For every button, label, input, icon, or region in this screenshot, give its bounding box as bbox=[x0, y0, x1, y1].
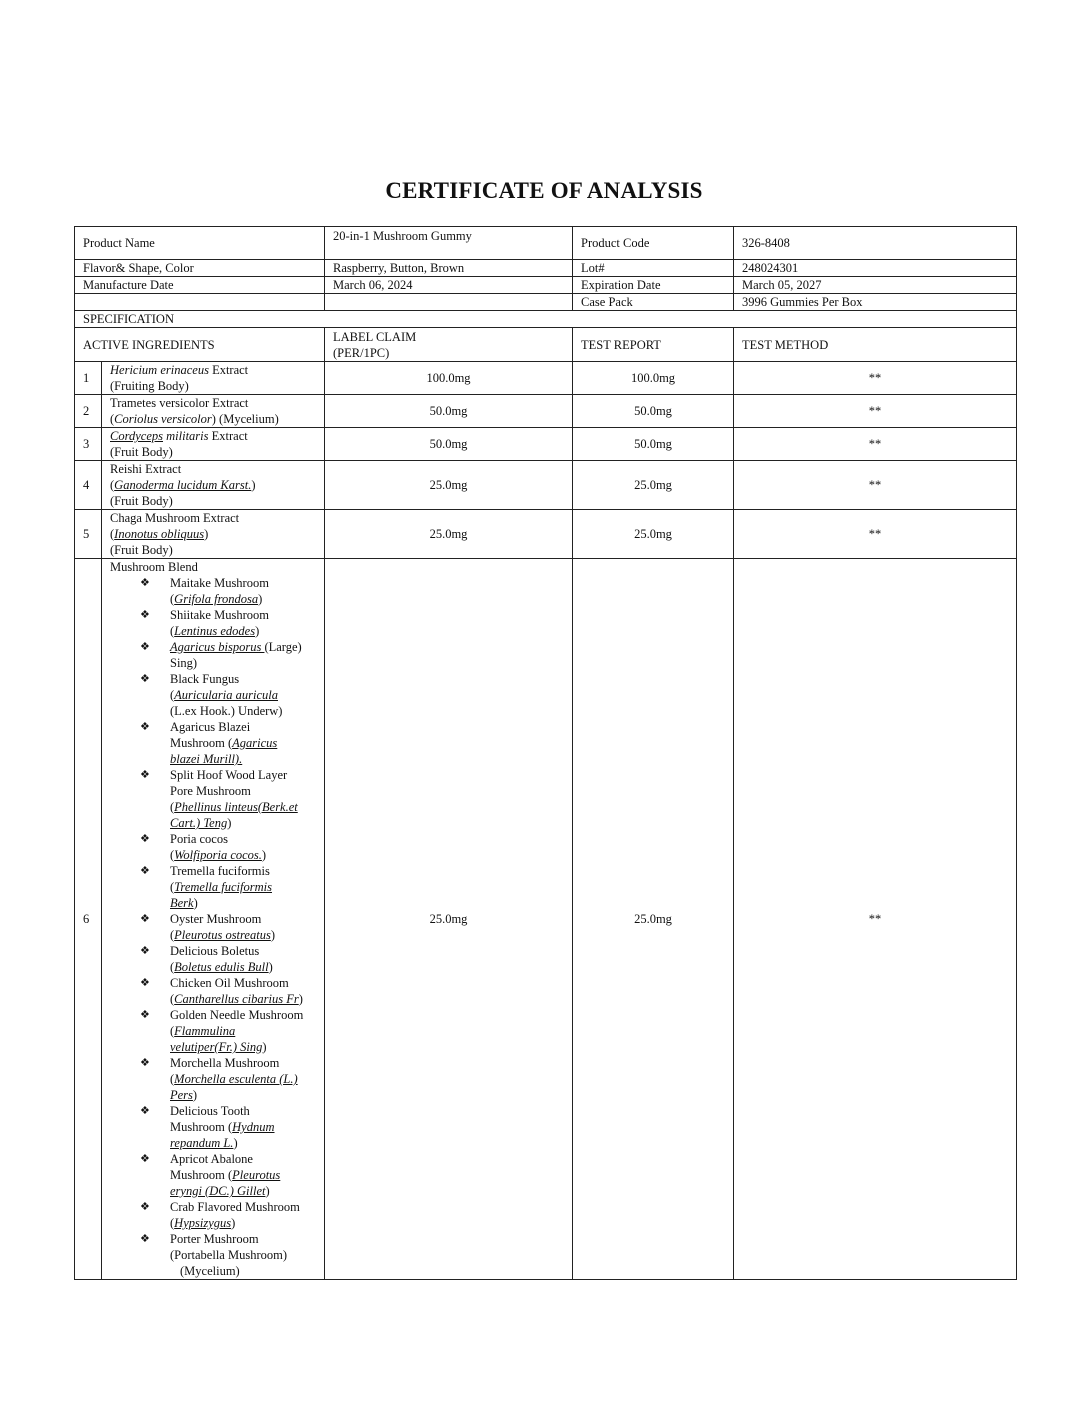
ingredient-row-blend bbox=[75, 559, 1017, 1280]
scientific-name: Morchella esculenta (L.) bbox=[174, 1072, 298, 1086]
scientific-name: militaris bbox=[163, 429, 209, 443]
test-report-value: 50.0mg bbox=[573, 395, 734, 428]
bullet-icon: ❖ bbox=[140, 913, 150, 925]
ingredient-row bbox=[75, 395, 1017, 428]
ingredient-row bbox=[75, 461, 1017, 510]
scientific-name: Inonotus obliquus bbox=[114, 527, 205, 541]
ingredient-row bbox=[75, 510, 1017, 559]
ingredient-text: Extract bbox=[208, 363, 249, 377]
ingredient-name bbox=[102, 362, 325, 395]
empty-cell bbox=[75, 294, 325, 311]
common-name: (Portabella Mushroom) bbox=[170, 1248, 287, 1262]
product-code-label: Product Code bbox=[573, 227, 734, 260]
paren: ( bbox=[170, 1072, 175, 1086]
blend-item bbox=[140, 1007, 316, 1055]
label-claim-value: 25.0mg bbox=[325, 461, 573, 510]
bullet-icon: ❖ bbox=[140, 641, 150, 653]
blend-item bbox=[140, 1055, 316, 1103]
paren: ( bbox=[170, 880, 175, 894]
blend-item bbox=[140, 831, 316, 863]
paren: ) bbox=[298, 992, 303, 1006]
blend-item bbox=[140, 1103, 316, 1151]
scientific-name: Berk bbox=[170, 896, 194, 910]
blend-item bbox=[140, 911, 316, 943]
common-name: Chicken Oil Mushroom bbox=[170, 976, 289, 990]
ingredient-name bbox=[102, 395, 325, 428]
label-claim-value: 50.0mg bbox=[325, 428, 573, 461]
scientific-name: Pleurotus bbox=[232, 1168, 281, 1182]
common-name: (L.ex Hook.) Underw) bbox=[170, 704, 283, 718]
row-number: 2 bbox=[75, 395, 102, 428]
common-name: (Large) bbox=[264, 640, 302, 654]
ingredient-text: Trametes versicolor Extract bbox=[110, 396, 249, 410]
scientific-name: Agaricus bbox=[232, 736, 278, 750]
paren: ( bbox=[110, 478, 115, 492]
paren: ) bbox=[270, 928, 275, 942]
header-active-ingredients: ACTIVE INGREDIENTS bbox=[75, 328, 325, 362]
lot-value: 248024301 bbox=[734, 260, 1017, 277]
blend-item bbox=[140, 575, 316, 607]
paren: ) bbox=[251, 478, 256, 492]
ingredient-row bbox=[75, 362, 1017, 395]
document-title: CERTIFICATE OF ANALYSIS bbox=[385, 178, 703, 203]
common-name: Tremella fuciformis bbox=[170, 864, 270, 878]
header-test-report: TEST REPORT bbox=[573, 328, 734, 362]
ingredient-name bbox=[102, 428, 325, 461]
scientific-name: Cart.) Teng bbox=[170, 816, 228, 830]
label-claim-value: 100.0mg bbox=[325, 362, 573, 395]
scientific-name: Auricularia auricula bbox=[174, 688, 278, 702]
test-method-value: ** bbox=[734, 510, 1017, 559]
blend-item bbox=[140, 1151, 316, 1199]
scientific-name: Hypsizygus bbox=[174, 1216, 232, 1230]
common-name: Mushroom ( bbox=[170, 1120, 233, 1134]
test-report-value: 100.0mg bbox=[573, 362, 734, 395]
info-row-dates bbox=[75, 277, 1017, 294]
common-name: Oyster Mushroom bbox=[170, 912, 262, 926]
ingredient-part: (Mycelium) bbox=[180, 1264, 240, 1278]
coa-table bbox=[74, 226, 1017, 1280]
row-number: 6 bbox=[75, 559, 102, 1280]
common-name: Mushroom ( bbox=[170, 1168, 233, 1182]
info-row-product bbox=[75, 227, 1017, 260]
ingredient-part: (Fruiting Body) bbox=[110, 379, 189, 393]
info-row-flavor bbox=[75, 260, 1017, 277]
common-name: Black Fungus bbox=[170, 672, 240, 686]
scientific-name: Wolfiporia cocos. bbox=[174, 848, 262, 862]
common-name: Delicious Boletus bbox=[170, 944, 260, 958]
info-row-case bbox=[75, 294, 1017, 311]
blend-item bbox=[140, 863, 316, 911]
ingredient-text: Reishi Extract bbox=[110, 462, 182, 476]
paren: ( bbox=[110, 527, 115, 541]
scientific-name: eryngi (DC.) Gillet bbox=[170, 1184, 266, 1198]
blend-item bbox=[140, 671, 316, 719]
blend-item bbox=[140, 767, 316, 831]
ingredient-text: Chaga Mushroom Extract bbox=[110, 511, 240, 525]
bullet-icon: ❖ bbox=[140, 1201, 150, 1213]
test-report-value: 25.0mg bbox=[573, 510, 734, 559]
ingredient-part: (Fruit Body) bbox=[110, 543, 173, 557]
common-name: Crab Flavored Mushroom bbox=[170, 1200, 300, 1214]
paren: ( bbox=[170, 688, 175, 702]
specification-row bbox=[75, 311, 1017, 328]
scientific-name: repandum L. bbox=[170, 1136, 234, 1150]
expiration-label: Expiration Date bbox=[573, 277, 734, 294]
test-report-value: 25.0mg bbox=[573, 559, 734, 1280]
bullet-icon: ❖ bbox=[140, 673, 150, 685]
common-name: Agaricus Blazei bbox=[170, 720, 251, 734]
common-name: Morchella Mushroom bbox=[170, 1056, 280, 1070]
bullet-icon: ❖ bbox=[140, 1153, 150, 1165]
row-number: 4 bbox=[75, 461, 102, 510]
common-name: Maitake Mushroom bbox=[170, 576, 269, 590]
blend-item bbox=[140, 607, 316, 639]
scientific-name: Grifola frondosa bbox=[174, 592, 259, 606]
blend-item bbox=[140, 1199, 316, 1231]
scientific-name: Phellinus linteus(Berk.et bbox=[174, 800, 298, 814]
bullet-icon: ❖ bbox=[140, 977, 150, 989]
bullet-icon: ❖ bbox=[140, 721, 150, 733]
scientific-name: Lentinus edodes bbox=[174, 624, 256, 638]
common-name: Porter Mushroom bbox=[170, 1232, 259, 1246]
paren: ) bbox=[204, 527, 209, 541]
test-method-value: ** bbox=[734, 362, 1017, 395]
product-code-value: 326-8408 bbox=[734, 227, 1017, 260]
row-number: 1 bbox=[75, 362, 102, 395]
lot-label: Lot# bbox=[573, 260, 734, 277]
paren: ) bbox=[255, 624, 260, 638]
paren: ( bbox=[170, 592, 175, 606]
blend-cell bbox=[102, 559, 325, 1280]
flavor-value: Raspberry, Button, Brown bbox=[325, 260, 573, 277]
case-pack-value: 3996 Gummies Per Box bbox=[734, 294, 1017, 311]
bullet-icon: ❖ bbox=[140, 577, 150, 589]
paren: ) bbox=[233, 1136, 238, 1150]
test-method-value: ** bbox=[734, 395, 1017, 428]
blend-list bbox=[110, 575, 316, 1279]
paren: ( bbox=[170, 800, 175, 814]
empty-cell bbox=[325, 294, 573, 311]
common-name: Delicious Tooth bbox=[170, 1104, 250, 1118]
paren: ( bbox=[170, 928, 175, 942]
header-row bbox=[75, 328, 1017, 362]
scientific-name: Cordyceps bbox=[110, 429, 163, 443]
header-claim-line1: LABEL CLAIM bbox=[333, 329, 417, 344]
blend-item bbox=[140, 943, 316, 975]
test-report-value: 50.0mg bbox=[573, 428, 734, 461]
bullet-icon: ❖ bbox=[140, 769, 150, 781]
ingredient-row bbox=[75, 428, 1017, 461]
bullet-icon: ❖ bbox=[140, 609, 150, 621]
scientific-name: Boletus edulis Bull bbox=[174, 960, 269, 974]
paren: ) bbox=[227, 816, 232, 830]
ingredient-name bbox=[102, 461, 325, 510]
paren: ( bbox=[170, 992, 175, 1006]
paren: ( bbox=[170, 960, 175, 974]
common-name: Mushroom ( bbox=[170, 736, 233, 750]
paren: ( bbox=[170, 1216, 175, 1230]
header-label-claim bbox=[325, 328, 573, 362]
label-claim-value: 25.0mg bbox=[325, 510, 573, 559]
test-report-value: 25.0mg bbox=[573, 461, 734, 510]
bullet-icon: ❖ bbox=[140, 1009, 150, 1021]
header-claim-line2: (PER/1PC) bbox=[333, 345, 390, 360]
blend-item bbox=[140, 1231, 316, 1279]
paren: ) bbox=[192, 1088, 198, 1102]
blend-item bbox=[140, 639, 316, 671]
manufacture-label: Manufacture Date bbox=[75, 277, 325, 294]
specification-label: SPECIFICATION bbox=[75, 311, 1017, 328]
bullet-icon: ❖ bbox=[140, 1057, 150, 1069]
common-name: Split Hoof Wood Layer bbox=[170, 768, 288, 782]
common-name: Poria cocos bbox=[170, 832, 228, 846]
scientific-name: Ganoderma lucidum Karst. bbox=[114, 478, 252, 492]
product-name-value: 20-in-1 Mushroom Gummy bbox=[325, 227, 573, 260]
test-method-value: ** bbox=[734, 428, 1017, 461]
scientific-name: Pers bbox=[170, 1088, 193, 1102]
bullet-icon: ❖ bbox=[140, 1105, 150, 1117]
paren: ) bbox=[193, 896, 198, 910]
common-name: Pore Mushroom bbox=[170, 784, 251, 798]
paren: ( bbox=[170, 624, 175, 638]
bullet-icon: ❖ bbox=[140, 865, 150, 877]
common-name: Golden Needle Mushroom bbox=[170, 1008, 304, 1022]
bullet-icon: ❖ bbox=[140, 945, 150, 957]
scientific-name: velutiper(Fr.) Sing bbox=[170, 1040, 263, 1054]
scientific-name: Agaricus bisporus bbox=[170, 640, 265, 654]
paren: ) bbox=[231, 1216, 236, 1230]
ingredient-part: (Fruit Body) bbox=[110, 445, 173, 459]
scientific-name: Coriolus versicolor bbox=[114, 412, 212, 426]
scientific-name: Tremella fuciformis bbox=[174, 880, 272, 894]
paren: ) bbox=[261, 848, 267, 862]
manufacture-value: March 06, 2024 bbox=[325, 277, 573, 294]
paren: ( bbox=[170, 848, 175, 862]
blend-title: Mushroom Blend bbox=[110, 560, 198, 574]
paren: ) bbox=[268, 960, 273, 974]
row-number: 5 bbox=[75, 510, 102, 559]
header-test-method: TEST METHOD bbox=[734, 328, 1017, 362]
flavor-label: Flavor& Shape, Color bbox=[75, 260, 325, 277]
scientific-name: Cantharellus cibarius Fr bbox=[174, 992, 299, 1006]
scientific-name: blazei Murill). bbox=[170, 752, 243, 766]
paren: ) bbox=[265, 1184, 270, 1198]
label-claim-value: 50.0mg bbox=[325, 395, 573, 428]
case-pack-label: Case Pack bbox=[573, 294, 734, 311]
blend-item bbox=[140, 719, 316, 767]
ingredient-part: ) (Mycelium) bbox=[211, 412, 279, 426]
scientific-name: Flammulina bbox=[174, 1024, 236, 1038]
paren: ( bbox=[110, 412, 115, 426]
paren: ) bbox=[262, 1040, 267, 1054]
ingredient-part: (Fruit Body) bbox=[110, 494, 173, 508]
row-number: 3 bbox=[75, 428, 102, 461]
blend-item bbox=[140, 975, 316, 1007]
product-name-label: Product Name bbox=[75, 227, 325, 260]
test-method-value: ** bbox=[734, 559, 1017, 1280]
bullet-icon: ❖ bbox=[140, 1233, 150, 1245]
scientific-name: Pleurotus ostreatus bbox=[174, 928, 271, 942]
common-name: Sing) bbox=[170, 656, 198, 670]
ingredient-text: Extract bbox=[208, 429, 248, 443]
scientific-name: Hydnum bbox=[232, 1120, 275, 1134]
ingredient-name bbox=[102, 510, 325, 559]
scientific-name: Hericium erinaceus bbox=[110, 363, 209, 377]
common-name: Shiitake Mushroom bbox=[170, 608, 269, 622]
paren: ( bbox=[170, 1024, 175, 1038]
expiration-value: March 05, 2027 bbox=[734, 277, 1017, 294]
paren: ) bbox=[258, 592, 263, 606]
test-method-value: ** bbox=[734, 461, 1017, 510]
label-claim-value: 25.0mg bbox=[325, 559, 573, 1280]
bullet-icon: ❖ bbox=[140, 833, 150, 845]
common-name: Apricot Abalone bbox=[170, 1152, 253, 1166]
